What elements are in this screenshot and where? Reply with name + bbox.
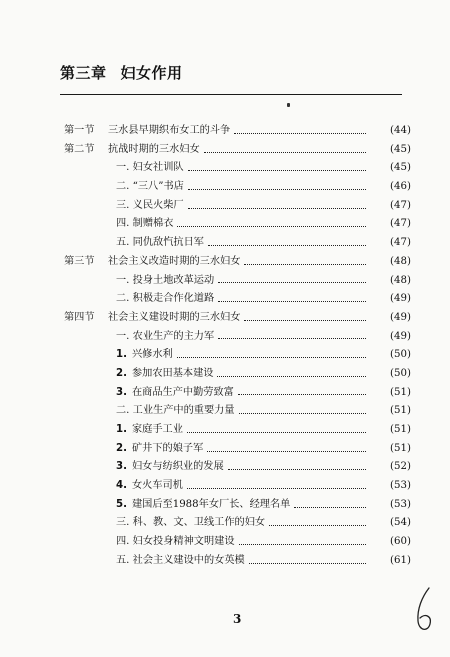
- toc-page-ref: (61): [390, 554, 411, 566]
- dot-leader: [239, 413, 366, 414]
- scan-speck: [287, 103, 290, 107]
- toc-row: [0, 477, 450, 496]
- dot-leader: [208, 245, 366, 246]
- toc-page-ref: (49): [390, 293, 411, 305]
- toc-row: [0, 290, 450, 309]
- chapter-heading: [60, 62, 183, 83]
- dot-leader: [187, 488, 366, 489]
- toc-row: [0, 122, 450, 141]
- dot-leader: [294, 507, 366, 508]
- toc-entry-title: 女火车司机: [131, 480, 183, 492]
- toc-page-ref: (48): [390, 255, 411, 267]
- toc-page-ref: (47): [390, 237, 411, 249]
- toc-section-label: 第二节: [64, 143, 95, 155]
- toc-entry: [116, 272, 370, 291]
- chapter-title: 妇女作用: [120, 64, 183, 82]
- toc-entry-title: 参加农田基本建设: [131, 367, 214, 379]
- dot-leader: [238, 394, 366, 395]
- toc-entry-title: 四. 制赠棉衣: [116, 218, 174, 230]
- dot-leader: [218, 338, 366, 339]
- toc-entry-title: 二. 工业生产中的重要力量: [116, 405, 235, 417]
- toc-page-ref: (45): [390, 143, 411, 155]
- dot-leader: [218, 301, 366, 302]
- toc-entry-title: 在商品生产中勤劳致富: [131, 386, 234, 398]
- toc-item-number: 1.: [116, 349, 127, 361]
- toc-entry: [108, 122, 370, 141]
- dot-leader: [204, 152, 366, 153]
- handwritten-mark: [413, 585, 435, 639]
- toc-entry-title: 妇女与纺织业的发展: [131, 461, 224, 473]
- toc-entry-title: 五. 同仇敌忾抗日军: [116, 237, 204, 249]
- dot-leader: [207, 451, 366, 452]
- toc-entry-title: 社会主义改造时期的三水妇女: [108, 255, 241, 267]
- toc-entry: [108, 253, 370, 272]
- toc-entry-title: 建国后至1988年女厂长、经理名单: [131, 498, 291, 510]
- toc-entry: [108, 309, 370, 328]
- page-number: 3: [233, 612, 242, 626]
- toc-entry: [116, 477, 370, 496]
- toc-entry-title: 五. 社会主义建设中的女英模: [116, 554, 245, 566]
- toc-entry: [116, 290, 370, 309]
- toc-row: [0, 141, 450, 160]
- toc-row: [0, 234, 450, 253]
- toc-item-number: 2.: [116, 442, 127, 454]
- dot-leader: [244, 264, 366, 265]
- toc-row: [0, 253, 450, 272]
- toc-entry-title: 四. 妇女投身精神文明建设: [116, 536, 235, 548]
- toc-page-ref: (49): [390, 330, 411, 342]
- toc-page-ref: (49): [390, 311, 411, 323]
- toc-entry: [116, 552, 370, 571]
- toc-item-number: 1.: [116, 424, 127, 435]
- toc-entry-title: 社会主义建设时期的三水妇女: [108, 311, 241, 323]
- dot-leader: [218, 282, 366, 283]
- toc-entry-title: 抗战时期的三水妇女: [108, 143, 200, 155]
- toc-row: [0, 178, 450, 197]
- toc-entry-title: 三水县早期织布女工的斗争: [108, 125, 231, 136]
- toc-item-number: 2.: [116, 367, 127, 379]
- toc-page-ref: (50): [390, 349, 411, 361]
- toc-row: [0, 346, 450, 365]
- toc-row: [0, 272, 450, 291]
- toc-entry: [116, 496, 370, 515]
- dot-leader: [188, 170, 366, 171]
- toc-entry-title: 家庭手工业: [131, 424, 183, 435]
- toc-page-ref: (44): [390, 125, 411, 136]
- toc-row: [0, 440, 450, 459]
- toc-row: [0, 215, 450, 234]
- toc-entry-title: 兴修水利: [131, 349, 173, 361]
- toc-entry-title: 一. 农业生产的主力军: [116, 330, 215, 342]
- toc-page-ref: (54): [390, 517, 411, 529]
- toc-page-ref: (48): [390, 274, 411, 286]
- toc-entry-title: 二. “三八”书店: [116, 181, 184, 193]
- toc-page-ref: (60): [390, 536, 411, 548]
- toc-row: [0, 328, 450, 347]
- toc-row: [0, 402, 450, 421]
- dot-leader: [234, 133, 366, 134]
- toc-entry: [116, 365, 370, 384]
- dot-leader: [187, 432, 366, 433]
- toc-item-number: 4.: [116, 480, 127, 492]
- chapter-number: 第三章: [60, 64, 107, 82]
- toc-entry: [116, 346, 370, 365]
- toc-entry: [116, 328, 370, 347]
- toc-row: [0, 421, 450, 440]
- dot-leader: [217, 376, 366, 377]
- toc-row: [0, 309, 450, 328]
- toc-entry: [116, 197, 370, 216]
- dot-leader: [188, 189, 366, 190]
- toc-page-ref: (51): [390, 442, 411, 454]
- toc-page-ref: (45): [390, 162, 411, 174]
- heading-rule: [60, 94, 402, 95]
- dot-leader: [177, 226, 366, 227]
- toc-page-ref: (51): [390, 386, 411, 398]
- toc-entry: [116, 402, 370, 421]
- toc-entry-title: 三. 义民火柴厂: [116, 199, 184, 211]
- toc-page-ref: (53): [390, 498, 411, 510]
- toc-entry: [116, 178, 370, 197]
- toc-item-number: 3.: [116, 461, 127, 473]
- dot-leader: [188, 208, 366, 209]
- toc-item-number: 3.: [116, 386, 127, 398]
- table-of-contents: [0, 122, 450, 571]
- toc-row: [0, 384, 450, 403]
- toc-entry: [116, 215, 370, 234]
- toc-row: [0, 197, 450, 216]
- dot-leader: [249, 563, 366, 564]
- toc-row: [0, 496, 450, 515]
- toc-entry: [116, 421, 370, 440]
- toc-page-ref: (47): [390, 218, 411, 230]
- dot-leader: [177, 357, 366, 358]
- toc-row: [0, 533, 450, 552]
- toc-section-label: 第一节: [64, 125, 95, 136]
- toc-row: [0, 365, 450, 384]
- toc-entry-title: 三. 科、教、文、卫线工作的妇女: [116, 517, 266, 529]
- toc-page-ref: (51): [390, 424, 411, 435]
- toc-entry: [116, 514, 370, 533]
- toc-entry-title: 二. 积极走合作化道路: [116, 293, 215, 305]
- toc-page-ref: (50): [390, 367, 411, 379]
- toc-section-label: 第三节: [64, 255, 95, 267]
- toc-page-ref: (52): [390, 461, 411, 473]
- dot-leader: [228, 469, 366, 470]
- toc-entry: [116, 458, 370, 477]
- toc-entry: [116, 234, 370, 253]
- toc-row: [0, 159, 450, 178]
- dot-leader: [244, 320, 366, 321]
- toc-section-label: 第四节: [64, 311, 95, 323]
- toc-entry-title: 矿井下的娘子军: [131, 442, 204, 454]
- toc-entry: [116, 533, 370, 552]
- toc-entry-title: 一. 投身土地改革运动: [116, 274, 215, 286]
- toc-entry: [116, 384, 370, 403]
- toc-page-ref: (46): [390, 181, 411, 193]
- toc-entry: [108, 141, 370, 160]
- toc-row: [0, 458, 450, 477]
- toc-row: [0, 552, 450, 571]
- toc-row: [0, 514, 450, 533]
- toc-item-number: 5.: [116, 498, 127, 510]
- toc-entry-title: 一. 妇女社训队: [116, 162, 184, 174]
- toc-entry: [116, 440, 370, 459]
- dot-leader: [269, 525, 366, 526]
- dot-leader: [239, 544, 366, 545]
- toc-entry: [116, 159, 370, 178]
- toc-page-ref: (51): [390, 405, 411, 417]
- toc-page-ref: (53): [390, 480, 411, 492]
- toc-page-ref: (47): [390, 199, 411, 211]
